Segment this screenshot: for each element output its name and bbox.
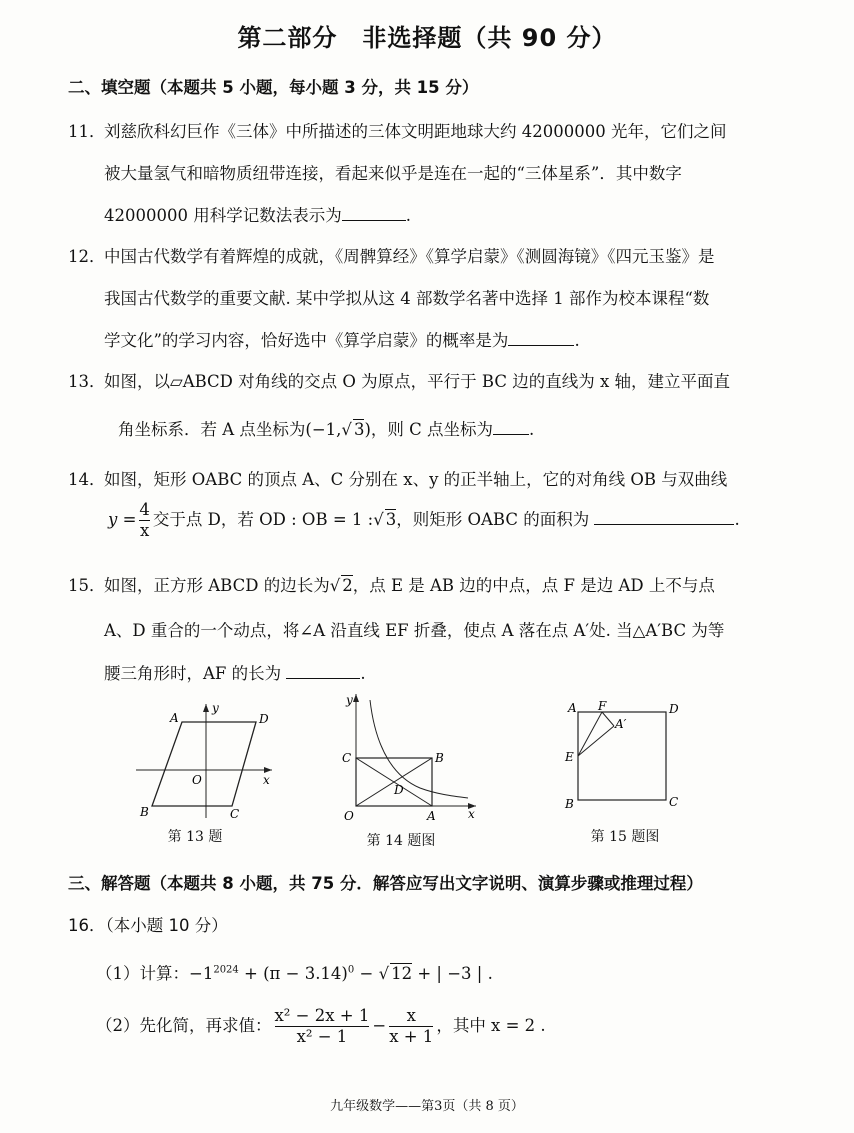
q14-fraction	[139, 500, 150, 541]
fig14-label-x: x	[468, 807, 475, 821]
q16-p1a: （1）计算：−1	[96, 964, 214, 983]
fig14-label-y: y	[346, 693, 353, 707]
fig13-parallelogram	[152, 722, 256, 806]
fig13-caption: 第 13 题	[167, 829, 223, 845]
q13-line1: 如图，以▱ABCD 对角线的交点 O 为原点，平行于 BC 边的直线为 x 轴，建立平面直	[104, 372, 730, 391]
q14-eq: y =	[108, 510, 137, 529]
fig13-label-B: B	[140, 805, 149, 819]
q16-p1-exp: 2024	[213, 964, 239, 976]
fig15-line-EA-prime	[578, 726, 614, 756]
fig13-y-arrow	[203, 704, 209, 712]
q15-line2: A、D 重合的一个动点，将∠A 沿直线 EF 折叠，使点 A 落在点 A′处. 当△A′BC 为等	[104, 621, 725, 640]
q13-line2a: 角坐标系．若 A 点坐标为(−1,	[118, 420, 342, 439]
fig13-label-C: C	[230, 807, 240, 821]
q14-line1: 如图，矩形 OABC 的顶点 A、C 分别在 x、y 的正半轴上，它的对角线 OB 与双曲线	[104, 470, 728, 489]
q15-sqrt: 2	[342, 576, 353, 595]
q14-line2c: ，则矩形 OABC 的面积为	[396, 510, 590, 529]
q11-number: 11．	[68, 122, 106, 141]
q12-number: 12．	[68, 247, 106, 266]
q14-line2a: 交于点 D，若 OD : OB = 1 :	[152, 510, 374, 529]
q13-line2c: )，则 C 点坐标为	[364, 420, 493, 439]
q11-line2: 被大量氢气和暗物质纽带连接，看起来似乎是连在一起的“三体星系”．其中数字	[104, 164, 682, 183]
q16-f2-den: x + 1	[389, 1027, 434, 1046]
fig13-label-O: O	[192, 773, 202, 787]
fig14-hyperbola	[370, 700, 468, 798]
fig14-label-C: C	[342, 751, 352, 765]
q11-line3-text: 42000000 用科学记数法表示为	[104, 206, 342, 225]
figure-13	[130, 698, 280, 828]
q16-p1d: + | −3 | .	[412, 964, 493, 983]
q14-answer-blank[interactable]	[594, 510, 734, 525]
page-title: 第二部分 非选择题（共 90 分）	[237, 24, 617, 52]
q15-line3: 腰三角形时，AF 的长为 .	[104, 664, 366, 683]
q16-f1-num: x² − 2x + 1	[274, 1006, 370, 1025]
q15-line1a: 如图，正方形 ABCD 的边长为	[104, 576, 330, 595]
fig13-label-x: x	[263, 773, 270, 787]
fig14-label-A: A	[427, 809, 436, 823]
q16-p1-exp2: 0	[347, 964, 355, 976]
q13-answer-blank[interactable]	[493, 420, 529, 435]
q12-line3-text: 学文化”的学习内容，恰好选中《算学启蒙》的概率是为	[104, 331, 509, 350]
q15-number: 15．	[68, 576, 106, 595]
q15-answer-blank[interactable]	[286, 664, 360, 679]
q13-line2: 角坐标系．若 A 点坐标为(−1,√ 3)，则 C 点坐标为 .	[118, 420, 535, 439]
fig15-label-A-prime: A′	[615, 717, 627, 731]
q16-minus: −	[372, 1016, 387, 1035]
q16-part1: （1）计算：$-1^{2024} + (\pi - 3.14)^0$ − √ 12 + | −3 | .	[96, 964, 493, 983]
section2-heading: 二、填空题（本题共 5 小题，每小题 3 分，共 15 分）	[68, 78, 479, 97]
q16-fraction1	[275, 1006, 370, 1047]
q16-p2b: ，其中 x = 2 .	[436, 1016, 546, 1035]
fig15-label-D: D	[669, 702, 679, 716]
fig13-label-A: A	[170, 711, 179, 725]
q13-number: 13．	[68, 372, 106, 391]
q11-answer-blank[interactable]	[342, 206, 406, 221]
q12-line2: 我国古代数学的重要文献. 某中学拟从这 4 部数学名著中选择 1 部作为校本课程“数	[104, 289, 710, 308]
q14-sqrt: 3	[385, 510, 397, 529]
fig15-line-FA-prime	[602, 712, 614, 726]
fig14-caption: 第 14 题图	[366, 833, 436, 849]
q16-f2-num: x	[406, 1006, 416, 1025]
q12-line1: 中国古代数学有着辉煌的成就，《周髀算经》《算学启蒙》《测圆海镜》《四元玉鉴》是	[104, 247, 715, 266]
fig15-label-F: F	[598, 699, 607, 713]
q15-line1: 如图，正方形 ABCD 的边长为√ 2，点 E 是 AB 边的中点，点 F 是边 AD 上不与点	[104, 576, 715, 595]
q14-frac-num: 4	[139, 500, 150, 519]
q16-p2a: （2）先化简，再求值：	[96, 1016, 272, 1035]
fig13-label-D: D	[259, 712, 269, 726]
fig15-label-B: B	[565, 797, 574, 811]
q14-line2: y = $\frac{4}{x}$ 交于点 D，若 OD : OB = 1 :√ 3，则矩形 OABC 的面积为 .	[108, 500, 740, 540]
q16-p1-sqrt: 12	[391, 964, 413, 983]
q16-f1-den: x² − 1	[275, 1026, 370, 1047]
q16-fraction2	[389, 1006, 433, 1047]
fig14-label-B: B	[435, 751, 444, 765]
fig15-label-C: C	[669, 795, 679, 809]
q16-heading: 16．（本小题 10 分）	[68, 916, 228, 935]
q12-answer-blank[interactable]	[508, 331, 574, 346]
fig15-label-E: E	[565, 750, 574, 764]
q15-line1c: ，点 E 是 AB 边的中点，点 F 是边 AD 上不与点	[352, 576, 715, 595]
fig14-y-arrow	[353, 694, 359, 702]
fig14-label-D: D	[394, 783, 404, 797]
section3-heading: 三、解答题（本题共 8 小题，共 75 分．解答应写出文字说明、演算步骤或推理过程）	[68, 874, 703, 893]
fig15-line-EF	[578, 712, 602, 756]
figure-14	[336, 690, 486, 830]
q15-line3-text: 腰三角形时，AF 的长为	[104, 664, 282, 683]
q16-part2	[96, 1006, 546, 1047]
q16-p1c: −	[354, 964, 379, 983]
q16-p1b: + (π − 3.14)	[238, 964, 348, 983]
fig15-label-A: A	[568, 701, 577, 715]
q14-frac-den: x	[140, 521, 150, 540]
q11-line3: 42000000 用科学记数法表示为 .	[104, 206, 411, 225]
q14-number: 14．	[68, 470, 106, 489]
fig13-label-y: y	[212, 701, 219, 715]
q13-sqrt: 3	[353, 420, 365, 439]
fig15-caption: 第 15 题图	[590, 829, 660, 845]
page-footer: 九年级数学——第3页（共 8 页）	[330, 1099, 524, 1114]
fig14-label-O: O	[344, 809, 354, 823]
q12-line3: 学文化”的学习内容，恰好选中《算学启蒙》的概率是为 .	[104, 331, 580, 350]
figure-15	[560, 698, 690, 818]
q11-line1: 刘慈欣科幻巨作《三体》中所描述的三体文明距地球大约 42000000 光年，它们之间	[104, 122, 727, 141]
